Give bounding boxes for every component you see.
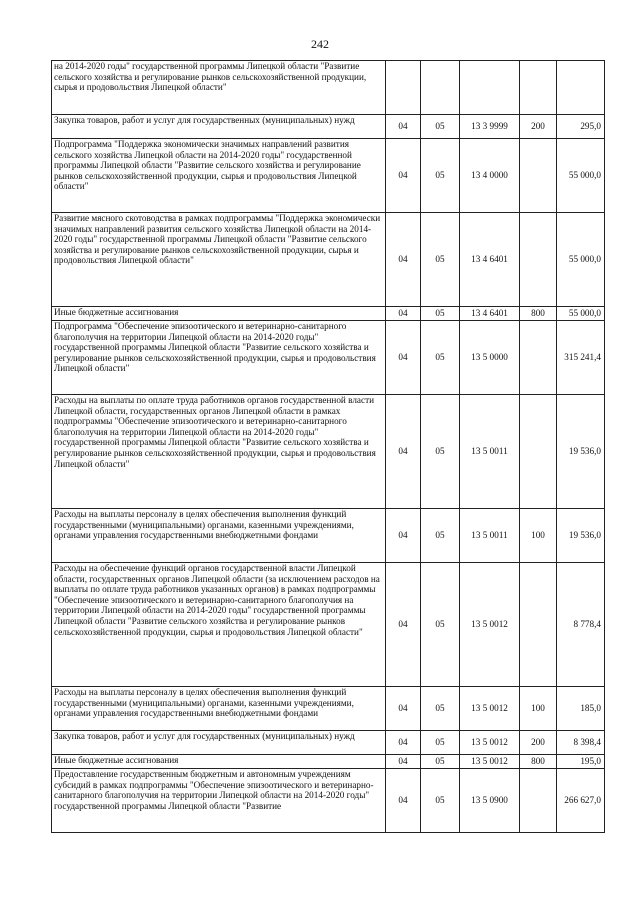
row-target-article	[460, 61, 520, 115]
table-row	[52, 61, 605, 115]
row-expense-type: 200	[520, 731, 557, 755]
row-subsection-code: 05	[421, 321, 460, 395]
row-description: Развитие мясного скотоводства в рамках подпрограммы "Поддержка экономически значимых направлений развития сельского хозяйства Липецкой области на 2014-2020 годы" государственной программы Липецкой области "Развитие сельского хозяйства и регулирование рынков сельскохозяйственной продукции, сырья и продовольствия Липецкой области"	[52, 213, 386, 307]
row-subsection-code: 05	[421, 139, 460, 213]
row-description: Расходы на обеспечение функций органов государственной власти Липецкой области, государственных органов Липецкой области (за исключением расходов на выплаты по оплате труда работников указанных органов) в рамках подпрограммы "Обеспечение эпизоотического и ветеринарно-санитарного благополучия на территории Липецкой области на 2014-2020 годы" государственной программы Липецкой области "Развитие сельского хозяйства и регулирование рынков сельскохозяйственной продукции, сырья и продовольствия Липецкой области"	[52, 563, 386, 687]
row-amount: 8 778,4	[557, 563, 605, 687]
row-expense-type	[520, 61, 557, 115]
row-description: Расходы на выплаты по оплате труда работников органов государственной власти Липецкой области, государственных органов Липецкой области в рамках подпрограммы "Обеспечение эпизоотического и ветеринарно-санитарного благополучия на территории Липецкой области на 2014-2020 годы" государственной программы Липецкой области "Развитие сельского хозяйства и регулирование рынков сельскохозяйственной продукции, сырья и продовольствия Липецкой области"	[52, 395, 386, 509]
row-description: на 2014-2020 годы" государственной программы Липецкой области "Развитие сельского хозяйства и регулирование рынков сельскохозяйственной продукции, сырья и продовольствия Липецкой области"	[52, 61, 386, 115]
row-section-code: 04	[386, 115, 421, 139]
table-row	[52, 115, 605, 139]
row-subsection-code: 05	[421, 213, 460, 307]
table-row	[52, 509, 605, 563]
row-amount	[557, 61, 605, 115]
table-row	[52, 307, 605, 321]
row-section-code: 04	[386, 213, 421, 307]
row-expense-type: 100	[520, 509, 557, 563]
row-subsection-code: 05	[421, 731, 460, 755]
row-target-article: 13 4 6401	[460, 307, 520, 321]
row-description: Закупка товаров, работ и услуг для государственных (муниципальных) нужд	[52, 731, 386, 755]
row-section-code: 04	[386, 307, 421, 321]
row-section-code: 04	[386, 731, 421, 755]
row-target-article: 13 3 9999	[460, 115, 520, 139]
row-expense-type: 800	[520, 755, 557, 769]
table-row	[52, 687, 605, 731]
row-section-code: 04	[386, 769, 421, 833]
row-amount: 55 000,0	[557, 307, 605, 321]
row-section-code: 04	[386, 139, 421, 213]
row-expense-type: 100	[520, 687, 557, 731]
row-target-article: 13 5 0012	[460, 563, 520, 687]
table-row	[52, 321, 605, 395]
row-expense-type	[520, 769, 557, 833]
row-target-article: 13 5 0011	[460, 395, 520, 509]
row-section-code: 04	[386, 687, 421, 731]
row-expense-type	[520, 213, 557, 307]
row-amount: 185,0	[557, 687, 605, 731]
table-row	[52, 563, 605, 687]
row-target-article: 13 4 6401	[460, 213, 520, 307]
row-section-code: 04	[386, 755, 421, 769]
row-expense-type	[520, 395, 557, 509]
row-description: Закупка товаров, работ и услуг для государственных (муниципальных) нужд	[52, 115, 386, 139]
row-subsection-code: 05	[421, 769, 460, 833]
row-subsection-code: 05	[421, 509, 460, 563]
row-subsection-code: 05	[421, 755, 460, 769]
row-description: Иные бюджетные ассигнования	[52, 307, 386, 321]
table-row	[52, 213, 605, 307]
table-row	[52, 731, 605, 755]
row-amount: 266 627,0	[557, 769, 605, 833]
row-amount: 19 536,0	[557, 509, 605, 563]
row-section-code: 04	[386, 321, 421, 395]
row-target-article: 13 5 0012	[460, 687, 520, 731]
table-row	[52, 769, 605, 833]
page-number: 242	[311, 37, 329, 51]
row-subsection-code: 05	[421, 307, 460, 321]
row-section-code: 04	[386, 509, 421, 563]
row-description: Подпрограмма "Обеспечение эпизоотического и ветеринарно-санитарного благополучия на территории Липецкой области на 2014-2020 годы" государственной программы Липецкой области "Развитие сельского хозяйства и регулирование рынков сельскохозяйственной продукции, сырья и продовольствия Липецкой области"	[52, 321, 386, 395]
row-subsection-code: 05	[421, 395, 460, 509]
row-target-article: 13 5 0000	[460, 321, 520, 395]
table-row	[52, 139, 605, 213]
row-amount: 315 241,4	[557, 321, 605, 395]
row-section-code: 04	[386, 395, 421, 509]
row-section-code	[386, 61, 421, 115]
row-subsection-code: 05	[421, 115, 460, 139]
row-description: Расходы на выплаты персоналу в целях обеспечения выполнения функций государственными (муниципальными) органами, казенными учреждениями, органами управления государственными внебюджетными фондами	[52, 687, 386, 731]
budget-table-body	[52, 61, 605, 833]
row-amount: 19 536,0	[557, 395, 605, 509]
row-description: Предоставление государственным бюджетным и автономным учреждениям субсидий в рамках подпрограммы "Обеспечение эпизоотического и ветеринарно-санитарного благополучия на территории Липецкой области на 2014-2020 годы" государственной программы Липецкой области "Развитие	[52, 769, 386, 833]
row-subsection-code: 05	[421, 687, 460, 731]
row-target-article: 13 5 0012	[460, 731, 520, 755]
row-expense-type	[520, 321, 557, 395]
row-subsection-code	[421, 61, 460, 115]
row-target-article: 13 5 0900	[460, 769, 520, 833]
row-expense-type: 800	[520, 307, 557, 321]
row-amount: 55 000,0	[557, 213, 605, 307]
row-amount: 55 000,0	[557, 139, 605, 213]
row-target-article: 13 5 0011	[460, 509, 520, 563]
row-amount: 8 398,4	[557, 731, 605, 755]
row-target-article: 13 4 0000	[460, 139, 520, 213]
row-description: Расходы на выплаты персоналу в целях обеспечения выполнения функций государственными (муниципальными) органами, казенными учреждениями, органами управления государственными внебюджетными фондами	[52, 509, 386, 563]
row-amount: 295,0	[557, 115, 605, 139]
budget-table	[51, 60, 605, 833]
row-amount: 195,0	[557, 755, 605, 769]
row-expense-type	[520, 139, 557, 213]
row-description: Иные бюджетные ассигнования	[52, 755, 386, 769]
row-target-article: 13 5 0012	[460, 755, 520, 769]
row-expense-type: 200	[520, 115, 557, 139]
row-section-code: 04	[386, 563, 421, 687]
row-description: Подпрограмма "Поддержка экономически значимых направлений развития сельского хозяйства Липецкой области на 2014-2020 годы" государственной программы Липецкой области "Развитие сельского хозяйства и регулирование рынков сельскохозяйственной продукции, сырья и продовольствия Липецкой области"	[52, 139, 386, 213]
table-row	[52, 755, 605, 769]
row-expense-type	[520, 563, 557, 687]
row-subsection-code: 05	[421, 563, 460, 687]
table-row	[52, 395, 605, 509]
